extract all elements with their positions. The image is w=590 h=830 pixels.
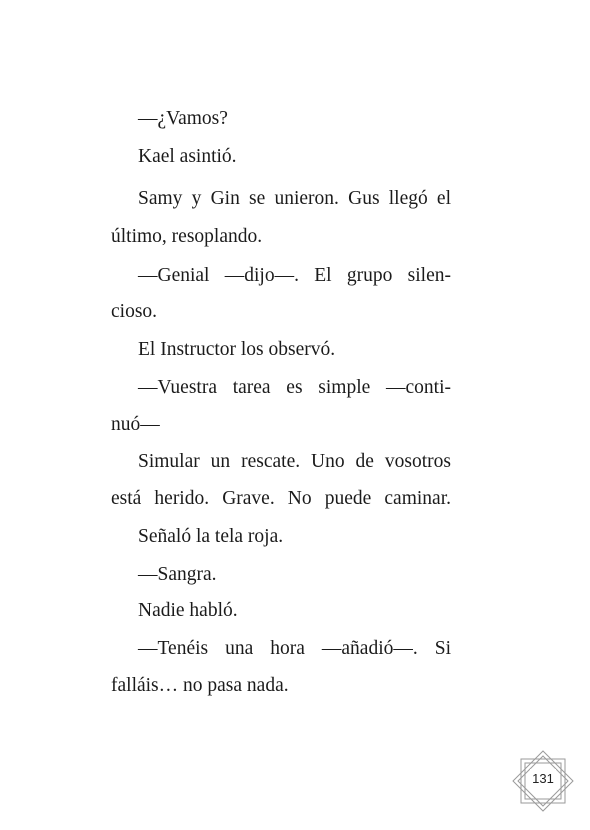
text-line: último, resoplando. <box>111 226 263 247</box>
text-line: —Genial —dijo—. El grupo silen- <box>138 265 451 286</box>
page-number: 131 <box>530 769 556 789</box>
text-line: Señaló la tela roja. <box>138 526 284 547</box>
text-line: nuó— <box>111 414 160 435</box>
text-line: —Tenéis una hora —añadió—. Si <box>138 638 451 659</box>
text-line: falláis… no pasa nada. <box>111 675 289 696</box>
text-line: cioso. <box>111 301 158 322</box>
text-line: Simular un rescate. Uno de vosotros <box>138 451 451 472</box>
text-line: está herido. Grave. No puede caminar. <box>111 488 451 509</box>
text-line: —¿Vamos? <box>138 108 228 129</box>
text-line: Nadie habló. <box>138 600 238 621</box>
text-line: —Vuestra tarea es simple —conti- <box>138 377 451 398</box>
text-line: Samy y Gin se unieron. Gus llegó el <box>138 188 451 209</box>
page-number-ornament <box>512 750 574 812</box>
text-line: El Instructor los observó. <box>138 339 336 360</box>
text-line: Kael asintió. <box>138 146 237 167</box>
text-line: —Sangra. <box>138 564 217 585</box>
